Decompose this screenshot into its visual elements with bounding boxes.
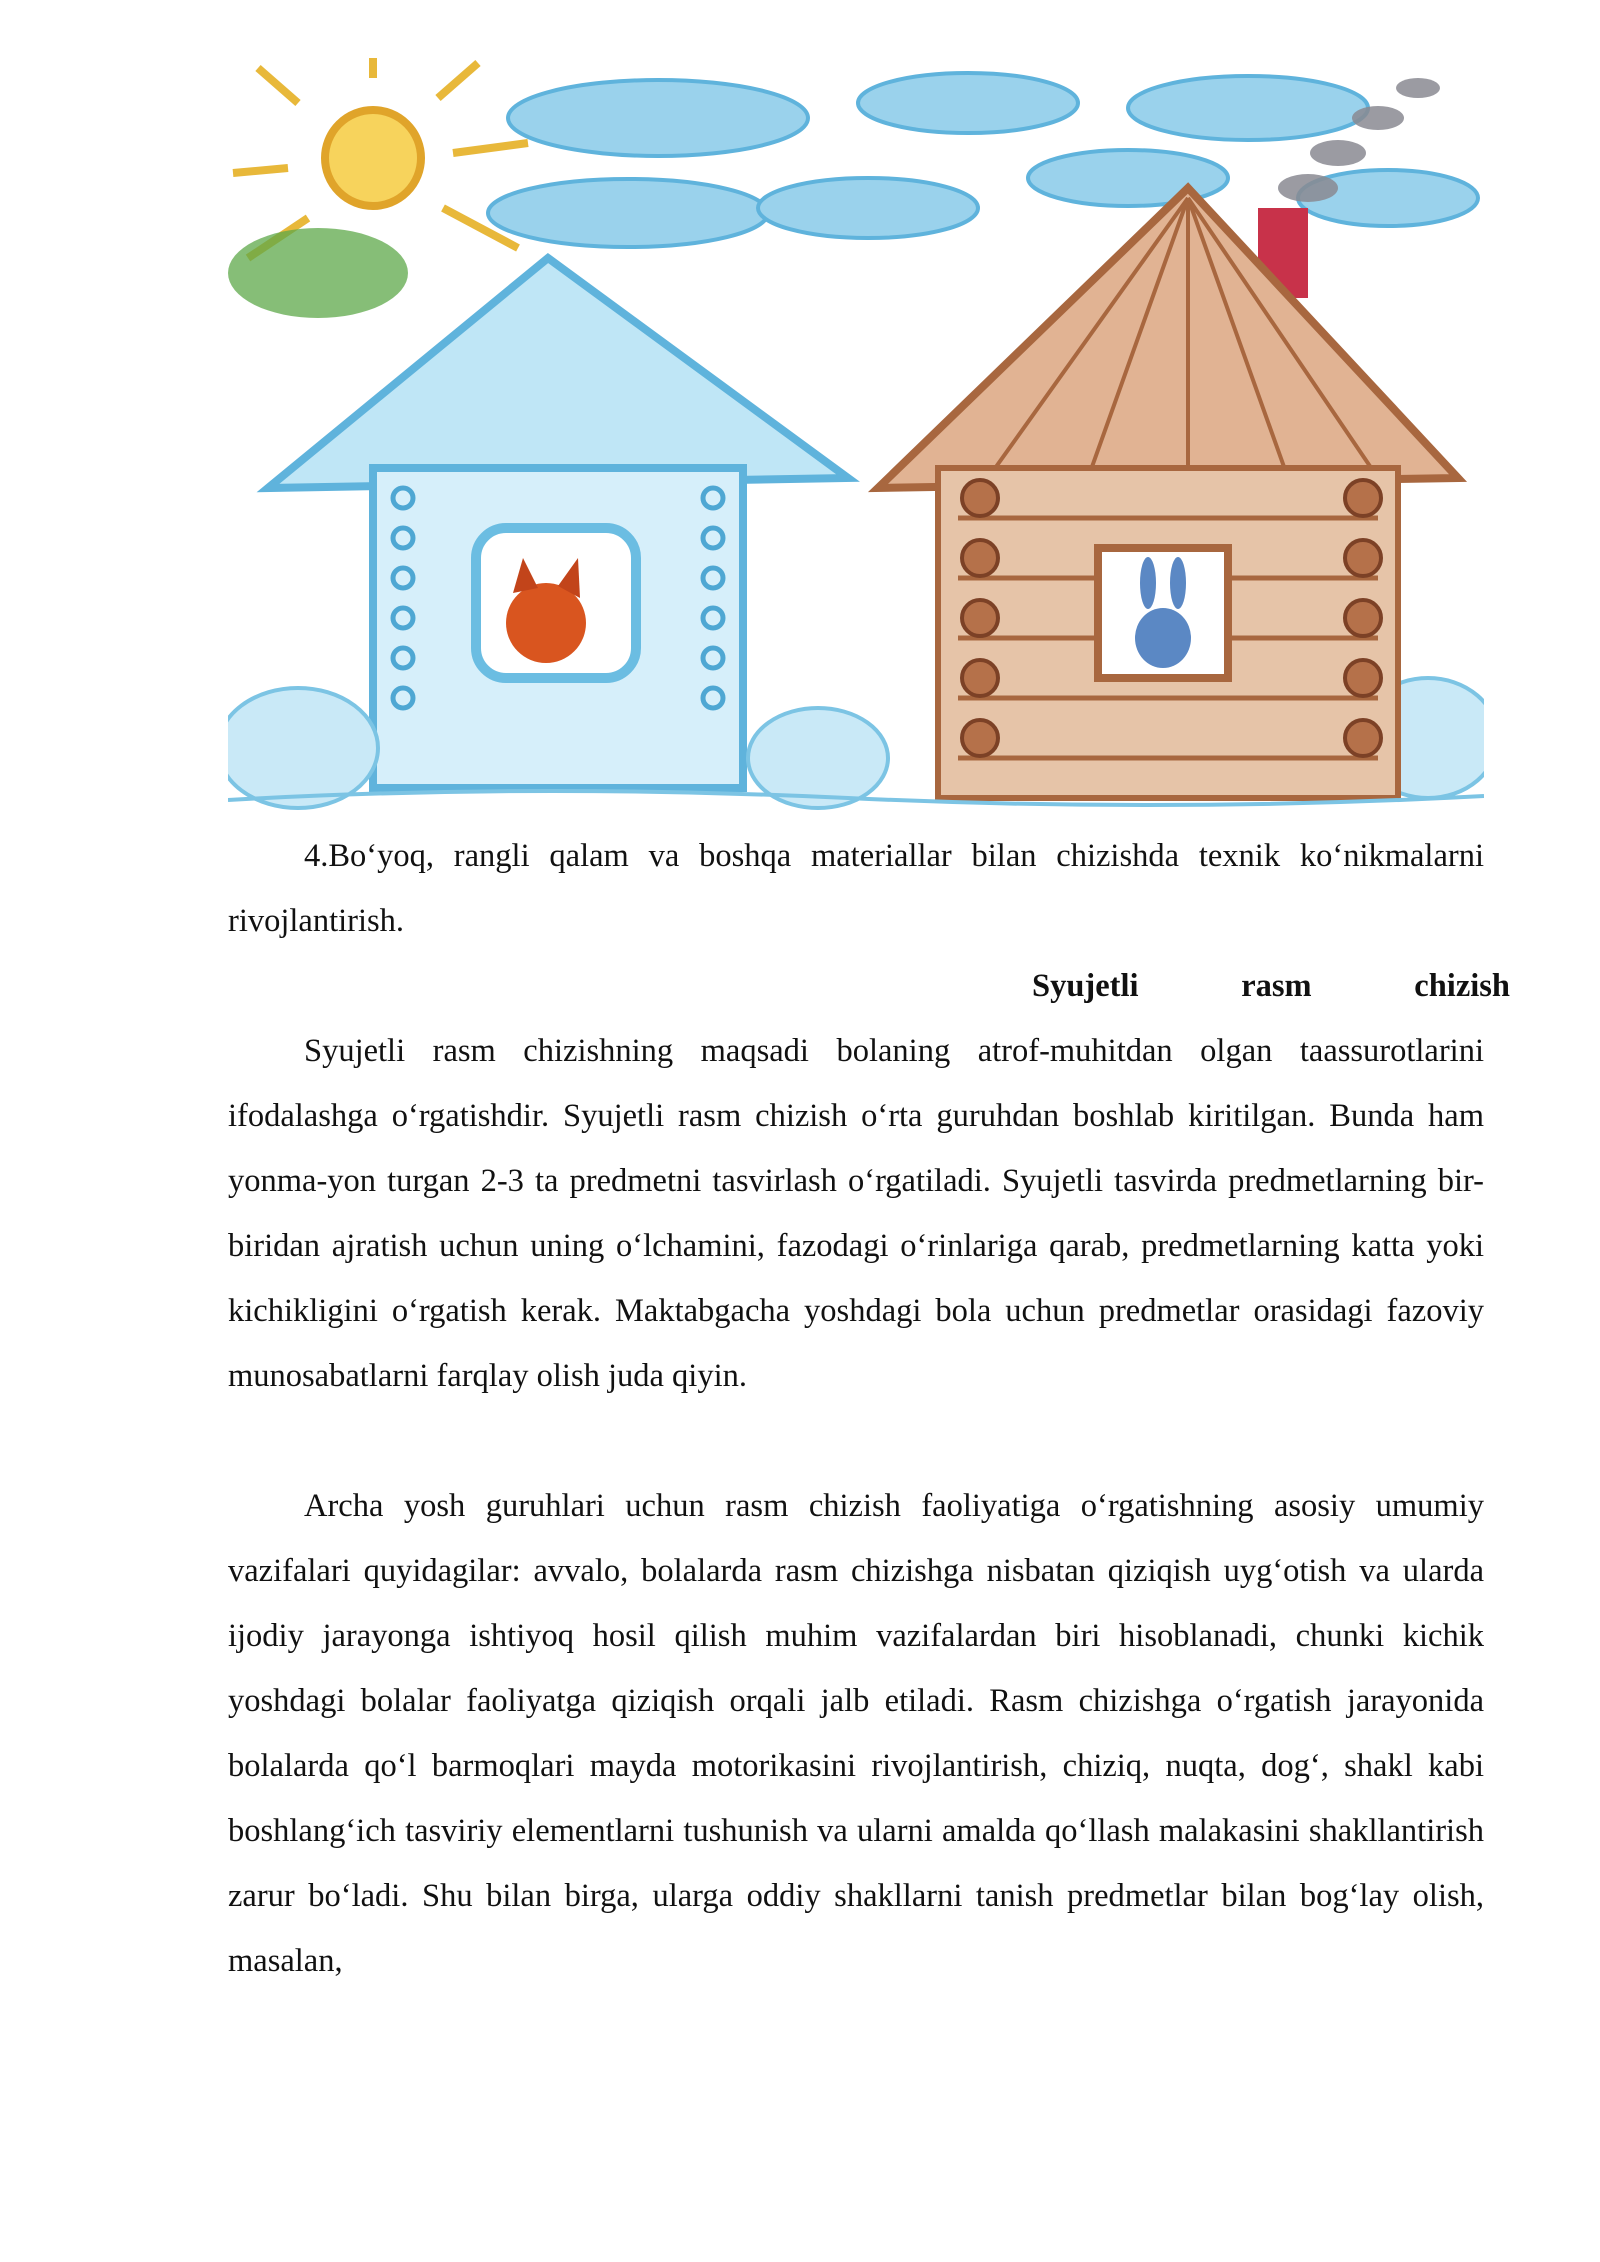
children-drawing-houses-icon (228, 58, 1484, 810)
paragraph-syujetli (228, 1019, 1484, 1409)
heading-text: Syujetli rasm chizish (1032, 968, 1510, 1004)
paragraph-text: 4.Bo‘yoq, rangli qalam va boshqa materiallar bilan chizishda texnik ko‘nikmalarni rivojlantirish. (228, 838, 1484, 939)
paragraph-archa (228, 1474, 1484, 1994)
paragraph-text: Archa yosh guruhlari uchun rasm chizish faoliyatiga o‘rgatishning asosiy umumiy vazifalari quyidagilar: avvalo, bolalarda rasm chizishga nisbatan qiziqish uyg‘otish va ularda ijodiy jarayonga ishtiyoq hosil qilish muhim vazifalardan biri hisoblanadi, chunki kichik yoshdagi bolalar faoliyatga qiziqish orqali jalb etiladi. Rasm chizishga o‘rgatish jarayonida bolalarda qo‘l barmoqlari mayda motorikasini rivojlantirish, chiziq, nuqta, dog‘, shakl kabi boshlang‘ich tasviriy elementlarni tushunish va ularni amalda qo‘llash malakasini shakllantirish zarur bo‘ladi. Shu bilan birga, ularga oddiy shakllarni tanish predmetlar bilan bog‘lay olish, masalan, (228, 1488, 1484, 1979)
section-heading (224, 954, 1510, 1019)
paragraph-skills (228, 824, 1484, 954)
illustration-figure (228, 58, 1484, 810)
paragraph-text: Syujetli rasm chizishning maqsadi bolaning atrof-muhitdan olgan taassurotlarini ifodalashga o‘rgatishdir. Syujetli rasm chizish o‘rta guruhdan boshlab kiritilgan. Bunda ham yonma-yon turgan 2-3 ta predmetni tasvirlash o‘rgatiladi. Syujetli tasvirda predmetlarning bir-biridan ajratish uchun uning o‘lchamini, fazodagi o‘rinlariga qarab, predmetlarning katta yoki kichikligini o‘rgatish kerak. Maktabgacha yoshdagi bola uchun predmetlar orasidagi fazoviy munosabatlarni farqlay olish juda qiyin. (228, 1033, 1484, 1394)
bush-icon (228, 228, 408, 318)
